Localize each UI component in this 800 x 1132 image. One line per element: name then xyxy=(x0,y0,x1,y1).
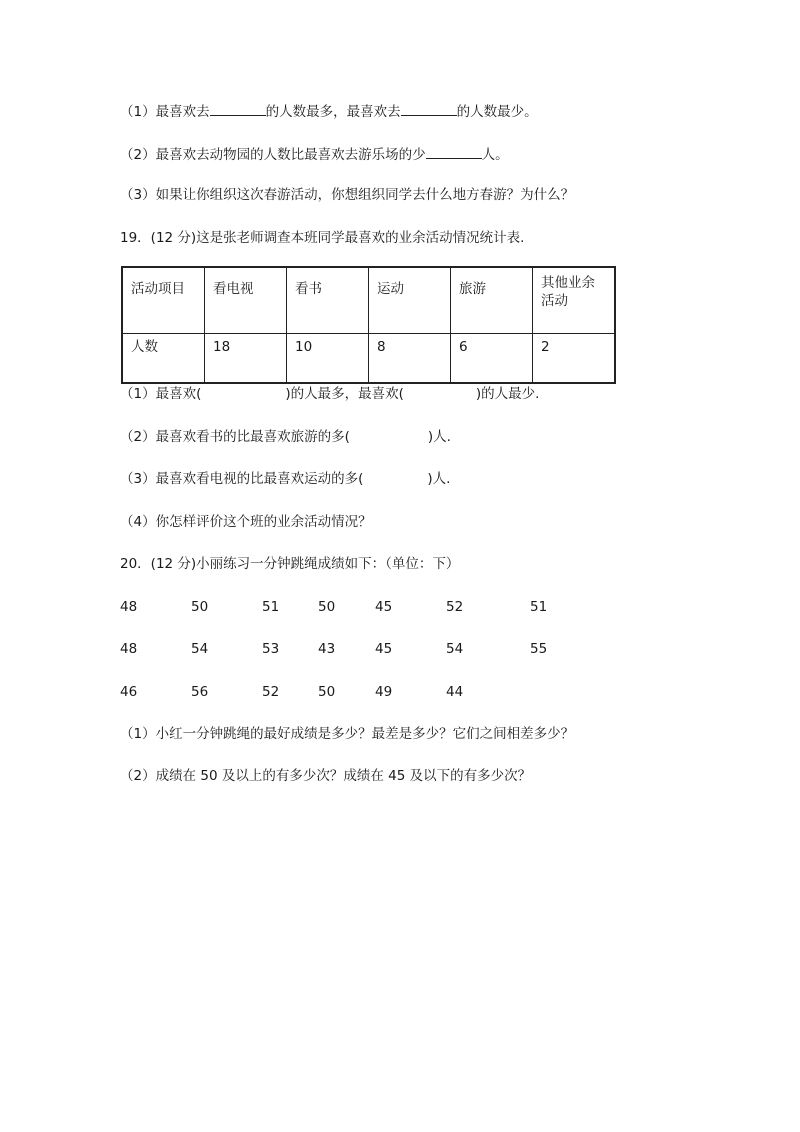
q19-sub2 xyxy=(120,428,451,446)
table-cell: 10 xyxy=(287,334,369,384)
score-value: 46 xyxy=(120,684,138,700)
score-value: 56 xyxy=(191,684,209,700)
score-value: 54 xyxy=(191,641,209,657)
score-value: 50 xyxy=(191,599,209,615)
table-header-cell: 旅游 xyxy=(451,267,533,334)
q18-sub2-text-b: 人。 xyxy=(481,147,509,163)
table-header-cell: 看电视 xyxy=(205,267,287,334)
score-value: 43 xyxy=(318,641,336,657)
q18-sub3: （3）如果让你组织这次春游活动，你想组织同学去什么地方春游？为什么？ xyxy=(120,187,575,203)
q18-sub1 xyxy=(120,101,538,121)
score-value: 52 xyxy=(262,684,280,700)
q18-sub1-blank-1[interactable] xyxy=(210,101,266,116)
table-cell: 2 xyxy=(533,334,616,384)
q18-sub2 xyxy=(120,144,509,164)
score-value: 51 xyxy=(262,599,280,615)
table-cell: 人数 xyxy=(122,334,205,384)
q19-sub1-text-b: )的人最多，最喜欢( xyxy=(285,386,404,402)
score-value: 45 xyxy=(375,599,393,615)
score-value: 51 xyxy=(530,599,548,615)
q19-sub3-text-a: （3）最喜欢看电视的比最喜欢运动的多( xyxy=(120,471,364,487)
score-value: 50 xyxy=(318,599,336,615)
q19-title: 19．(12 分)这是张老师调查本班同学最喜欢的业余活动情况统计表. xyxy=(120,230,525,246)
q20-sub1: （1）小红一分钟跳绳的最好成绩是多少？最差是多少？它们之间相差多少？ xyxy=(120,726,575,742)
score-value: 48 xyxy=(120,599,138,615)
score-value: 44 xyxy=(446,684,464,700)
table-cell: 6 xyxy=(451,334,533,384)
table-cell: 8 xyxy=(369,334,451,384)
score-row-1 xyxy=(0,598,800,616)
q19-sub2-text-b: )人. xyxy=(427,429,451,445)
q18-sub2-blank[interactable] xyxy=(426,144,482,159)
table-header-cell: 其他业余活动 xyxy=(533,267,616,334)
score-value: 50 xyxy=(318,684,336,700)
table-header-row xyxy=(122,267,615,334)
score-value: 48 xyxy=(120,641,138,657)
score-value: 45 xyxy=(375,641,393,657)
q18-sub1-blank-2[interactable] xyxy=(401,101,457,116)
score-value: 54 xyxy=(446,641,464,657)
score-row-2 xyxy=(0,640,800,658)
q18-sub2-text-a: （2）最喜欢去动物园的人数比最喜欢去游乐场的少 xyxy=(120,147,426,163)
q18-sub1-text-c: 的人数最少。 xyxy=(456,104,538,120)
score-value: 55 xyxy=(530,641,548,657)
score-row-3 xyxy=(0,683,800,701)
table-header-cell: 活动项目 xyxy=(122,267,205,334)
q19-sub4: （4）你怎样评价这个班的业余活动情况？ xyxy=(120,514,372,530)
score-value: 49 xyxy=(375,684,393,700)
q18-sub1-text-a: （1）最喜欢去 xyxy=(120,104,210,120)
table-cell: 18 xyxy=(205,334,287,384)
q19-sub3-text-b: )人. xyxy=(427,471,451,487)
q19-sub3 xyxy=(120,470,450,488)
q19-sub1-text-c: )的人最少. xyxy=(475,386,540,402)
activity-stats-table xyxy=(121,266,616,384)
q18-sub1-text-b: 的人数最多，最喜欢去 xyxy=(265,104,401,120)
q19-sub1 xyxy=(120,385,539,403)
q19-sub1-text-a: （1）最喜欢( xyxy=(120,386,202,402)
score-value: 53 xyxy=(262,641,280,657)
q20-sub2: （2）成绩在 50 及以上的有多少次？成绩在 45 及以下的有多少次？ xyxy=(120,768,532,784)
table-row xyxy=(122,334,615,384)
q20-title: 20．(12 分)小丽练习一分钟跳绳成绩如下：（单位：下） xyxy=(120,556,460,572)
score-value: 52 xyxy=(446,599,464,615)
table-header-cell: 看书 xyxy=(287,267,369,334)
table-header-cell: 运动 xyxy=(369,267,451,334)
q19-sub2-text-a: （2）最喜欢看书的比最喜欢旅游的多( xyxy=(120,429,350,445)
